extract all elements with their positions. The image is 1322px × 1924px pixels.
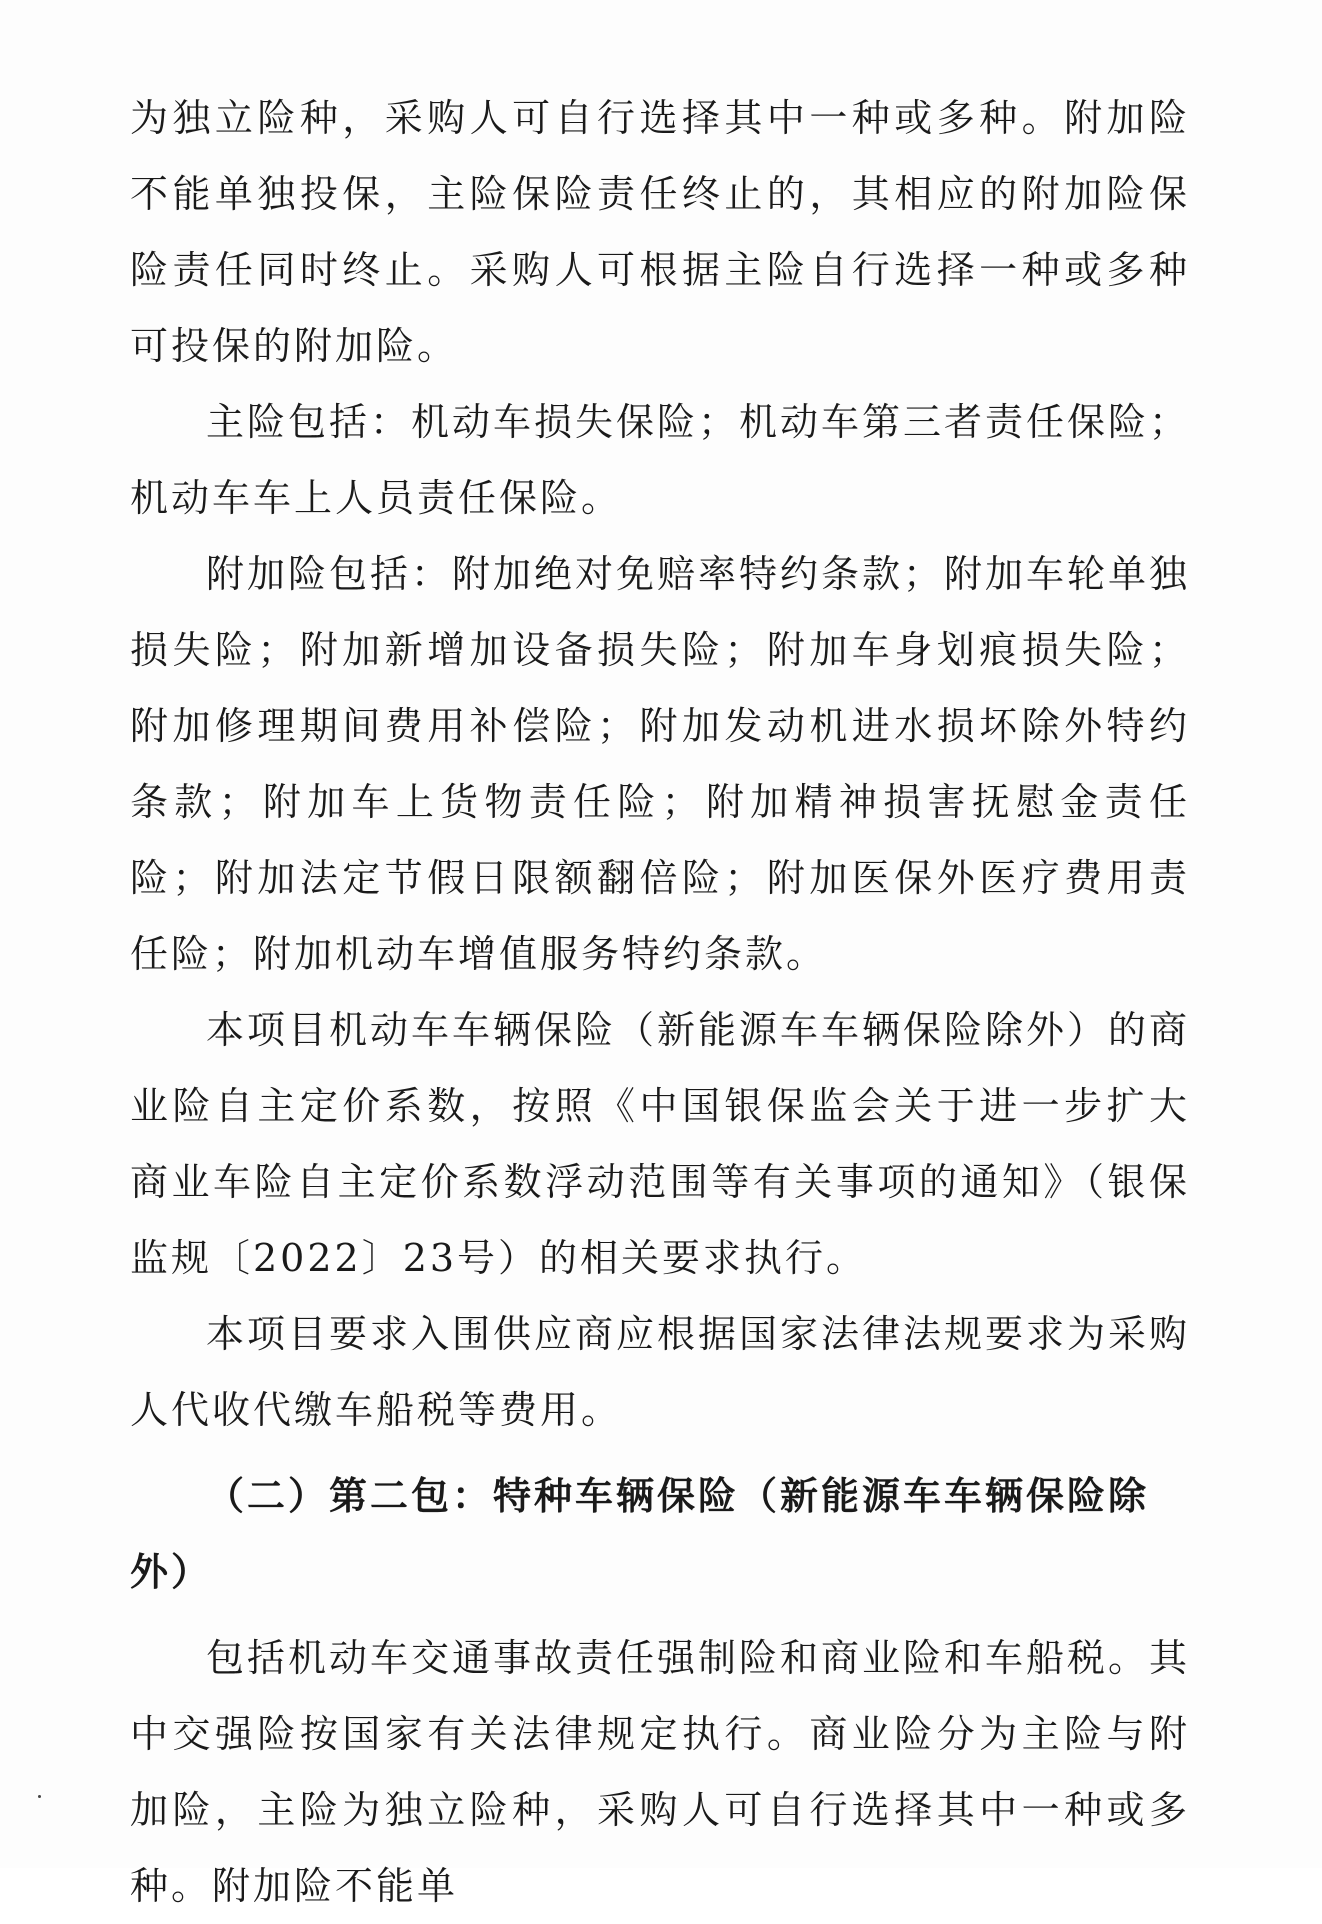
paragraph-vehicle-tax: 本项目要求入围供应商应根据国家法律法规要求为采购人代收代缴车船税等费用。 <box>130 1312 1191 1432</box>
paragraph-pricing-coefficient: 本项目机动车车辆保险（新能源车车辆保险除外）的商业险自主定价系数，按照《中国银保监会关于进一步扩大商业车险自主定价系数浮动范围等有关事项的通知》（银保监规〔2022〕23号）的相关要求执行。 <box>130 1008 1191 1280</box>
paragraph-continuation: 为独立险种，采购人可自行选择其中一种或多种。附加险不能单独投保，主险保险责任终止的，其相应的附加险保险责任同时终止。采购人可根据主险自行选择一种或多种可投保的附加险。 <box>130 96 1190 368</box>
paragraph-main-insurance: 主险包括：机动车损失保险；机动车第三者责任保险；机动车车上人员责任保险。 <box>130 400 1191 520</box>
document-body <box>130 80 1190 1924</box>
scan-speck <box>38 1795 41 1798</box>
paragraph-additional-insurance: 附加险包括：附加绝对免赔率特约条款；附加车轮单独损失险；附加新增加设备损失险；附加车身划痕损失险；附加修理期间费用补偿险；附加发动机进水损坏除外特约条款；附加车上货物责任险；附加精神损害抚慰金责任险；附加法定节假日限额翻倍险；附加医保外医疗费用责任险；附加机动车增值服务特约条款。 <box>130 552 1191 976</box>
paragraph-package-two: 包括机动车交通事故责任强制险和商业险和车船税。其中交强险按国家有关法律规定执行。商业险分为主险与附加险，主险为独立险种，采购人可自行选择其中一种或多种。附加险不能单 <box>130 1636 1191 1908</box>
section-heading: （二）第二包：特种车辆保险（新能源车车辆保险除外） <box>130 1473 1150 1594</box>
